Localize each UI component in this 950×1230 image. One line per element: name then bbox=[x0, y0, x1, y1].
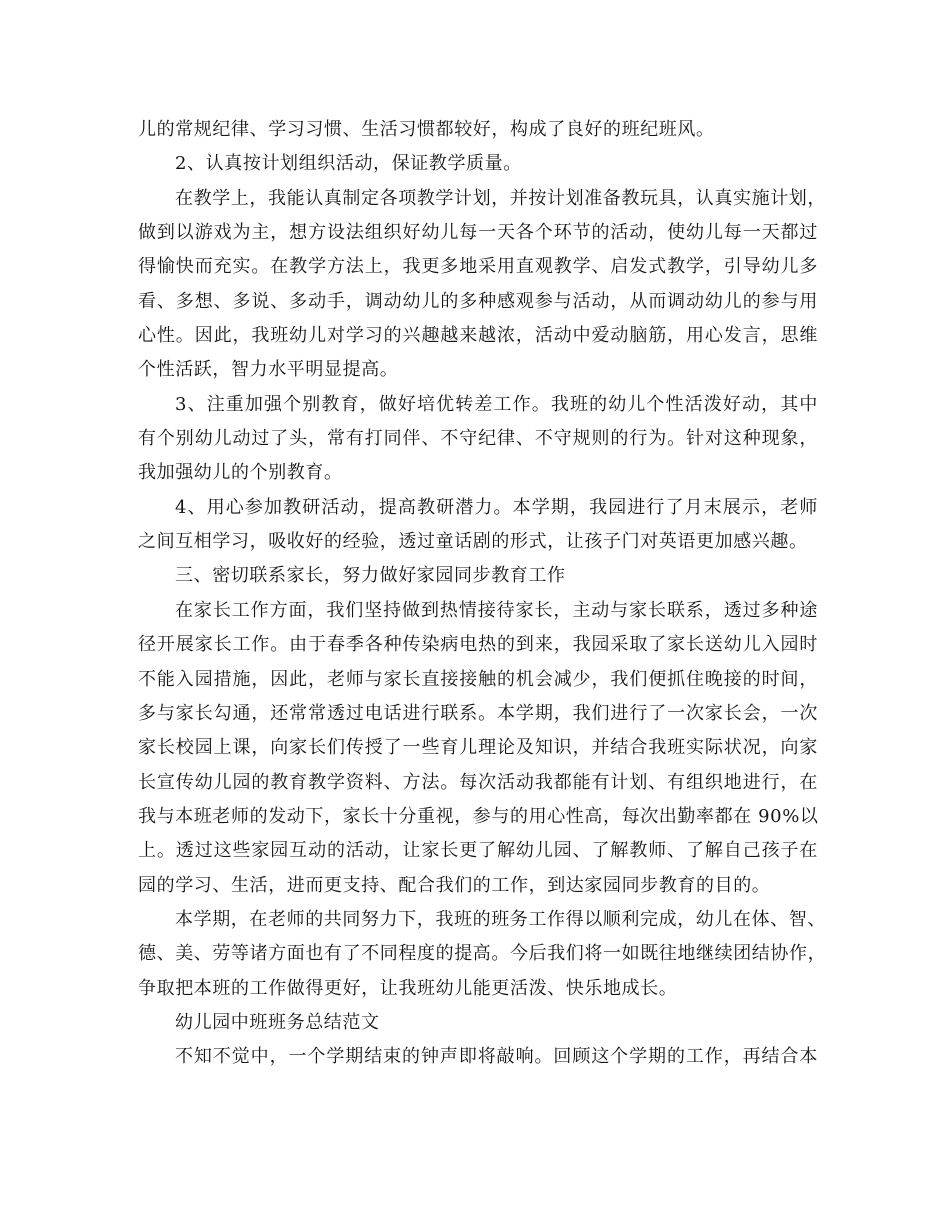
text-line: 长宣传幼儿园的教育教学资料、方法。每次活动我都能有计划、有组织地进行，在 bbox=[138, 771, 818, 793]
text-line: 有个别幼儿动过了头，常有打同伴、不守纪律、不守规则的行为。针对这种现象， bbox=[138, 428, 818, 450]
text-line: 本学期，在老师的共同努力下，我班的班务工作得以顺利完成，幼儿在体、智、 bbox=[175, 908, 826, 930]
text-line: 不能入园措施，因此，老师与家长直接接触的机会减少，我们便抓住晚接的时间， bbox=[138, 668, 818, 690]
text-line: 在家长工作方面，我们坚持做到热情接待家长，主动与家长联系，透过多种途 bbox=[175, 599, 818, 621]
document-body bbox=[138, 113, 827, 1075]
text-line: 幼儿园中班班务总结范文 bbox=[175, 1011, 380, 1033]
text-line: 家长校园上课，向家长们传授了一些育儿理论及知识，并结合我班实际状况，向家 bbox=[138, 737, 818, 759]
text-line: 个性活跃，智力水平明显提高。 bbox=[138, 359, 399, 381]
text-line: 4、用心参加教研活动，提高教研潜力。本学期，我园进行了月末展示，老师 bbox=[175, 496, 818, 518]
text-line: 多与家长勾通，还常常透过电话进行联系。本学期，我们进行了一次家长会，一次 bbox=[138, 702, 818, 724]
text-line: 3、注重加强个别教育，做好培优转差工作。我班的幼儿个性活泼好动，其中 bbox=[175, 393, 818, 415]
text-line: 争取把本班的工作做得更好，让我班幼儿能更活泼、快乐地成长。 bbox=[138, 977, 678, 999]
text-line: 心性。因此，我班幼儿对学习的兴趣越来越浓，活动中爱动脑筋，用心发言，思维 bbox=[138, 325, 818, 347]
text-line: 我加强幼儿的个别教育。 bbox=[138, 462, 343, 484]
text-line: 径开展家长工作。由于春季各种传染病电热的到来，我园采取了家长送幼儿入园时 bbox=[138, 634, 818, 656]
text-line: 看、多想、多说、多动手，调动幼儿的多种感观参与活动，从而调动幼儿的参与用 bbox=[138, 290, 818, 312]
text-line: 2、认真按计划组织活动，保证教学质量。 bbox=[175, 153, 522, 175]
text-line: 德、美、劳等诸方面也有了不同程度的提高。今后我们将一如既往地继续团结协作， bbox=[138, 943, 827, 965]
text-line: 做到以游戏为主，想方设法组织好幼儿每一天各个环节的活动，使幼儿每一天都过 bbox=[138, 222, 818, 244]
text-line: 我与本班老师的发动下，家长十分重视，参与的用心性高，每次出勤率都在 90%以 bbox=[138, 805, 819, 827]
text-line: 园的学习、生活，进而更支持、配合我们的工作，到达家园同步教育的目的。 bbox=[138, 874, 771, 896]
text-line: 之间互相学习，吸收好的经验，透过童话剧的形式，让孩子门对英语更加感兴趣。 bbox=[138, 531, 808, 553]
text-line: 不知不觉中，一个学期结束的钟声即将敲响。回顾这个学期的工作，再结合本 bbox=[175, 1046, 818, 1068]
text-line: 在教学上，我能认真制定各项教学计划，并按计划准备教玩具，认真实施计划， bbox=[175, 187, 826, 209]
text-line: 上。透过这些家园互动的活动，让家长更了解幼儿园、了解教师、了解自己孩子在 bbox=[138, 840, 818, 862]
text-line: 儿的常规纪律、学习习惯、生活习惯都较好，构成了良好的班纪班风。 bbox=[138, 119, 715, 140]
text-line: 三、密切联系家长，努力做好家园同步教育工作 bbox=[175, 565, 566, 587]
text-line: 得愉快而充实。在教学方法上，我更多地采用直观教学、启发式教学，引导幼儿多 bbox=[138, 256, 818, 278]
